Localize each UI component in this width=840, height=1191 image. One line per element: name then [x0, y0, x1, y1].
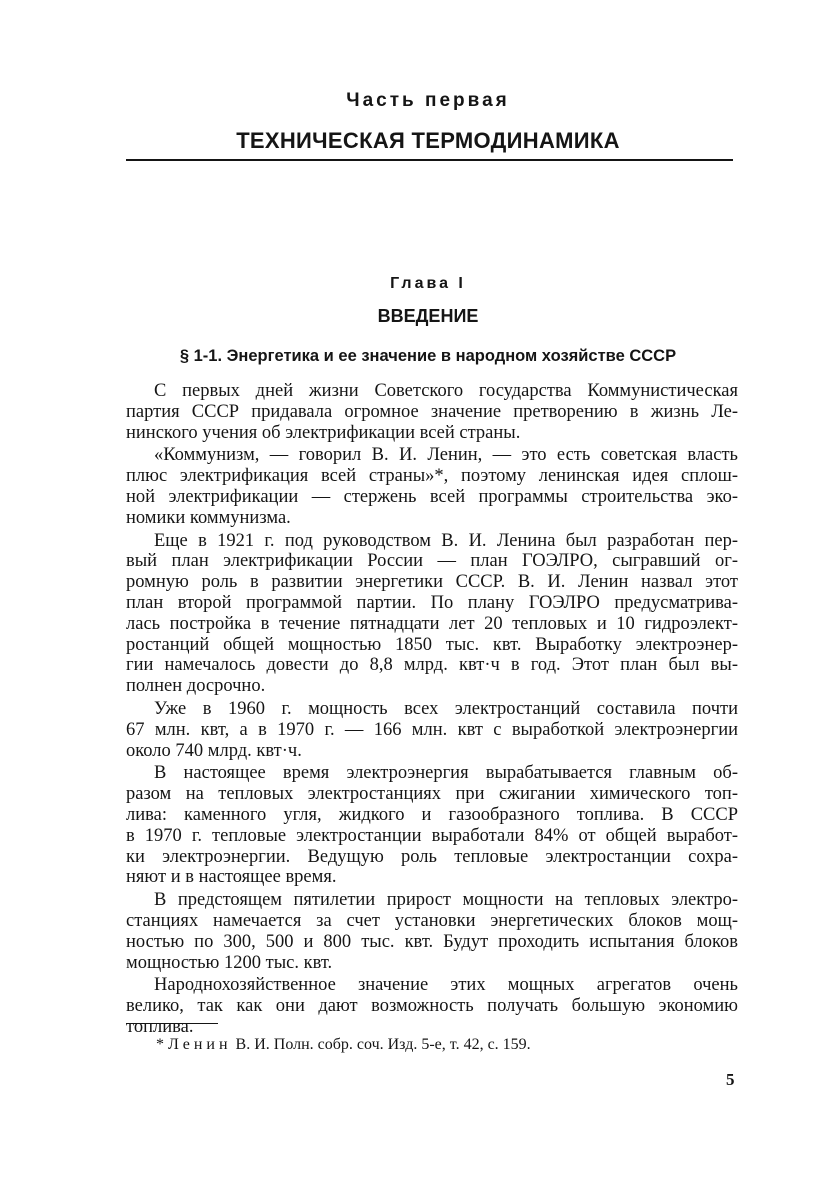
footnote-rule	[126, 1023, 218, 1024]
text-line: 67 млн. квт, а в 1970 г. — 166 млн. квт с выработкой электроэнергии	[126, 719, 738, 740]
paragraph	[126, 890, 738, 973]
text-line: около 740 млрд. квт·ч.	[126, 740, 302, 761]
text-line: Еще в 1921 г. под руководством В. И. Ленина был разработан пер-	[154, 530, 738, 551]
text-line: ностью по 300, 500 и 800 тыс. квт. Будут проходить испытания блоков	[126, 931, 738, 952]
text-line: разом на тепловых электростанциях при сжигании химического топ-	[126, 784, 738, 805]
text-line: ромную роль в развитии энергетики СССР. В. И. Ленин назвал этот	[126, 572, 738, 593]
text-line: ростанций общей мощностью 1850 тыс. квт. Выработку электроэнер-	[126, 634, 738, 655]
text-line: няют и в настоящее время.	[126, 867, 337, 888]
text-line: В настоящее время электроэнергия вырабатывается главным об-	[154, 763, 738, 784]
text-line: топлива.	[126, 1016, 194, 1037]
part-label: Часть первая	[346, 90, 510, 111]
page-number: 5	[726, 1070, 735, 1089]
text-line: мощностью 1200 тыс. квт.	[126, 952, 333, 973]
footnote-marker: *	[156, 1036, 164, 1053]
text-line: нинского учения об электрификации всей страны.	[126, 422, 521, 443]
text-line: ки электроэнергии. Ведущую роль тепловые электростанции сохра-	[126, 846, 738, 867]
text-line: партия СССР придавала огромное значение претворению в жизнь Ле-	[126, 401, 738, 422]
text-line: ной электрификации — стержень всей программы строительства эко-	[126, 486, 738, 507]
chapter-label: Глава I	[390, 275, 466, 292]
text-line: Уже в 1960 г. мощность всех электростанций составила почти	[154, 698, 738, 719]
paragraph	[126, 531, 738, 697]
body-text	[126, 381, 738, 1040]
paragraph	[126, 699, 738, 761]
paragraph	[126, 763, 738, 888]
text-line: лива: каменного угля, жидкого и газообразного топлива. В СССР	[126, 804, 738, 825]
footnote-text: В. И. Полн. собр. соч. Изд. 5-е, т. 42, с. 159.	[235, 1036, 531, 1053]
paragraph	[126, 445, 738, 528]
text-line: Народнохозяйственное значение этих мощных агрегатов очень	[154, 975, 738, 996]
text-line: план второй программой партии. По плану ГОЭЛРО предусматрива-	[126, 592, 738, 613]
paragraph	[126, 381, 738, 443]
footnote-author: Ленин	[168, 1036, 232, 1053]
text-line: полнен досрочно.	[126, 676, 266, 697]
footnote	[156, 1036, 531, 1054]
text-line: плюс электрификация всей страны»*, поэтому ленинская идея сплош-	[126, 466, 738, 487]
chapter-title: ВВЕДЕНИЕ	[377, 306, 479, 326]
text-line: станциях намечается за счет установки энергетических блоков мощ-	[126, 910, 738, 931]
part-title-rule	[126, 159, 733, 161]
text-line: велико, так как они дают возможность получать большую экономию	[126, 996, 738, 1017]
text-line: гии намечалось довести до 8,8 млрд. квт·ч в год. Этот план был вы-	[126, 655, 738, 676]
text-line: вый план электрификации России — план ГОЭЛРО, сыгравший ог-	[126, 551, 738, 572]
text-line: «Коммунизм, — говорил В. И. Ленин, — это есть советская власть	[154, 445, 738, 466]
text-line: лась постройка в течение пятнадцати лет 20 тепловых и 10 гидроэлект-	[126, 613, 738, 634]
part-title: ТЕХНИЧЕСКАЯ ТЕРМОДИНАМИКА	[236, 128, 620, 153]
text-line: В предстоящем пятилетии прирост мощности на тепловых электро-	[154, 890, 738, 911]
section-heading: § 1-1. Энергетика и ее значение в народном хозяйстве СССР	[179, 347, 677, 365]
text-line: номики коммунизма.	[126, 507, 291, 528]
paragraph	[126, 975, 738, 1037]
text-line: С первых дней жизни Советского государства Коммунистическая	[154, 381, 738, 401]
text-line: в 1970 г. тепловые электростанции выработали 84% от общей выработ-	[126, 825, 738, 846]
